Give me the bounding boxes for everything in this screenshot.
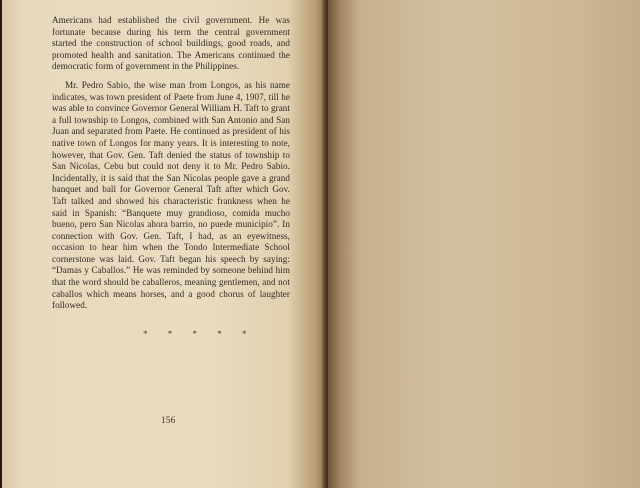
left-page xyxy=(2,0,326,488)
section-ornament: * * * * * xyxy=(143,329,256,339)
paragraph-2: Mr. Pedro Sabio, the wise man from Longos, as his name indicates, was town president of Paete from June 4, 1907, till he was able to convince Governor General William H. Taft to grant a full township to Longos, combined with San Antonio and San Juan and separated from Paete. He continued as president of his native town of Longos for many years. It is interesting to note, however, that Gov. Gen. Taft denied the status of township to San Nicolas, Cebu but could not deny it to Mr. Pedro Sabio. Incidentally, it is said that the San Nicolas people gave a grand banquet and ball for Governor General Taft after which Gov. Taft talked and showed his characteristic frankness when he said in Spanish: “Banquete muy grandioso, comida mucho bueno, pero San Nicolas ahora barrio, no puede municipio”. In connection with Gov. Gen. Taft, I had, as an eyewitness, occasion to hear him when the Tondo Intermediate School cornerstone was laid. Gov. Taft began his speech by saying: “Damas y Caballos.” He was reminded by someone behind him that the word should be caballeros, meaning gentlemen, and not caballos which means horses, and a good chorus of laughter followed. xyxy=(52,79,290,311)
body-text xyxy=(52,15,290,312)
paragraph-1: Americans had established the civil government. He was fortunate because during his term the central government started the construction of school buildings, good roads, and promoted health and sanitation. The Americans continued the democratic form of government in the Philippines. xyxy=(52,15,290,72)
right-page-blank xyxy=(328,0,640,488)
page-number: 156 xyxy=(161,416,176,426)
